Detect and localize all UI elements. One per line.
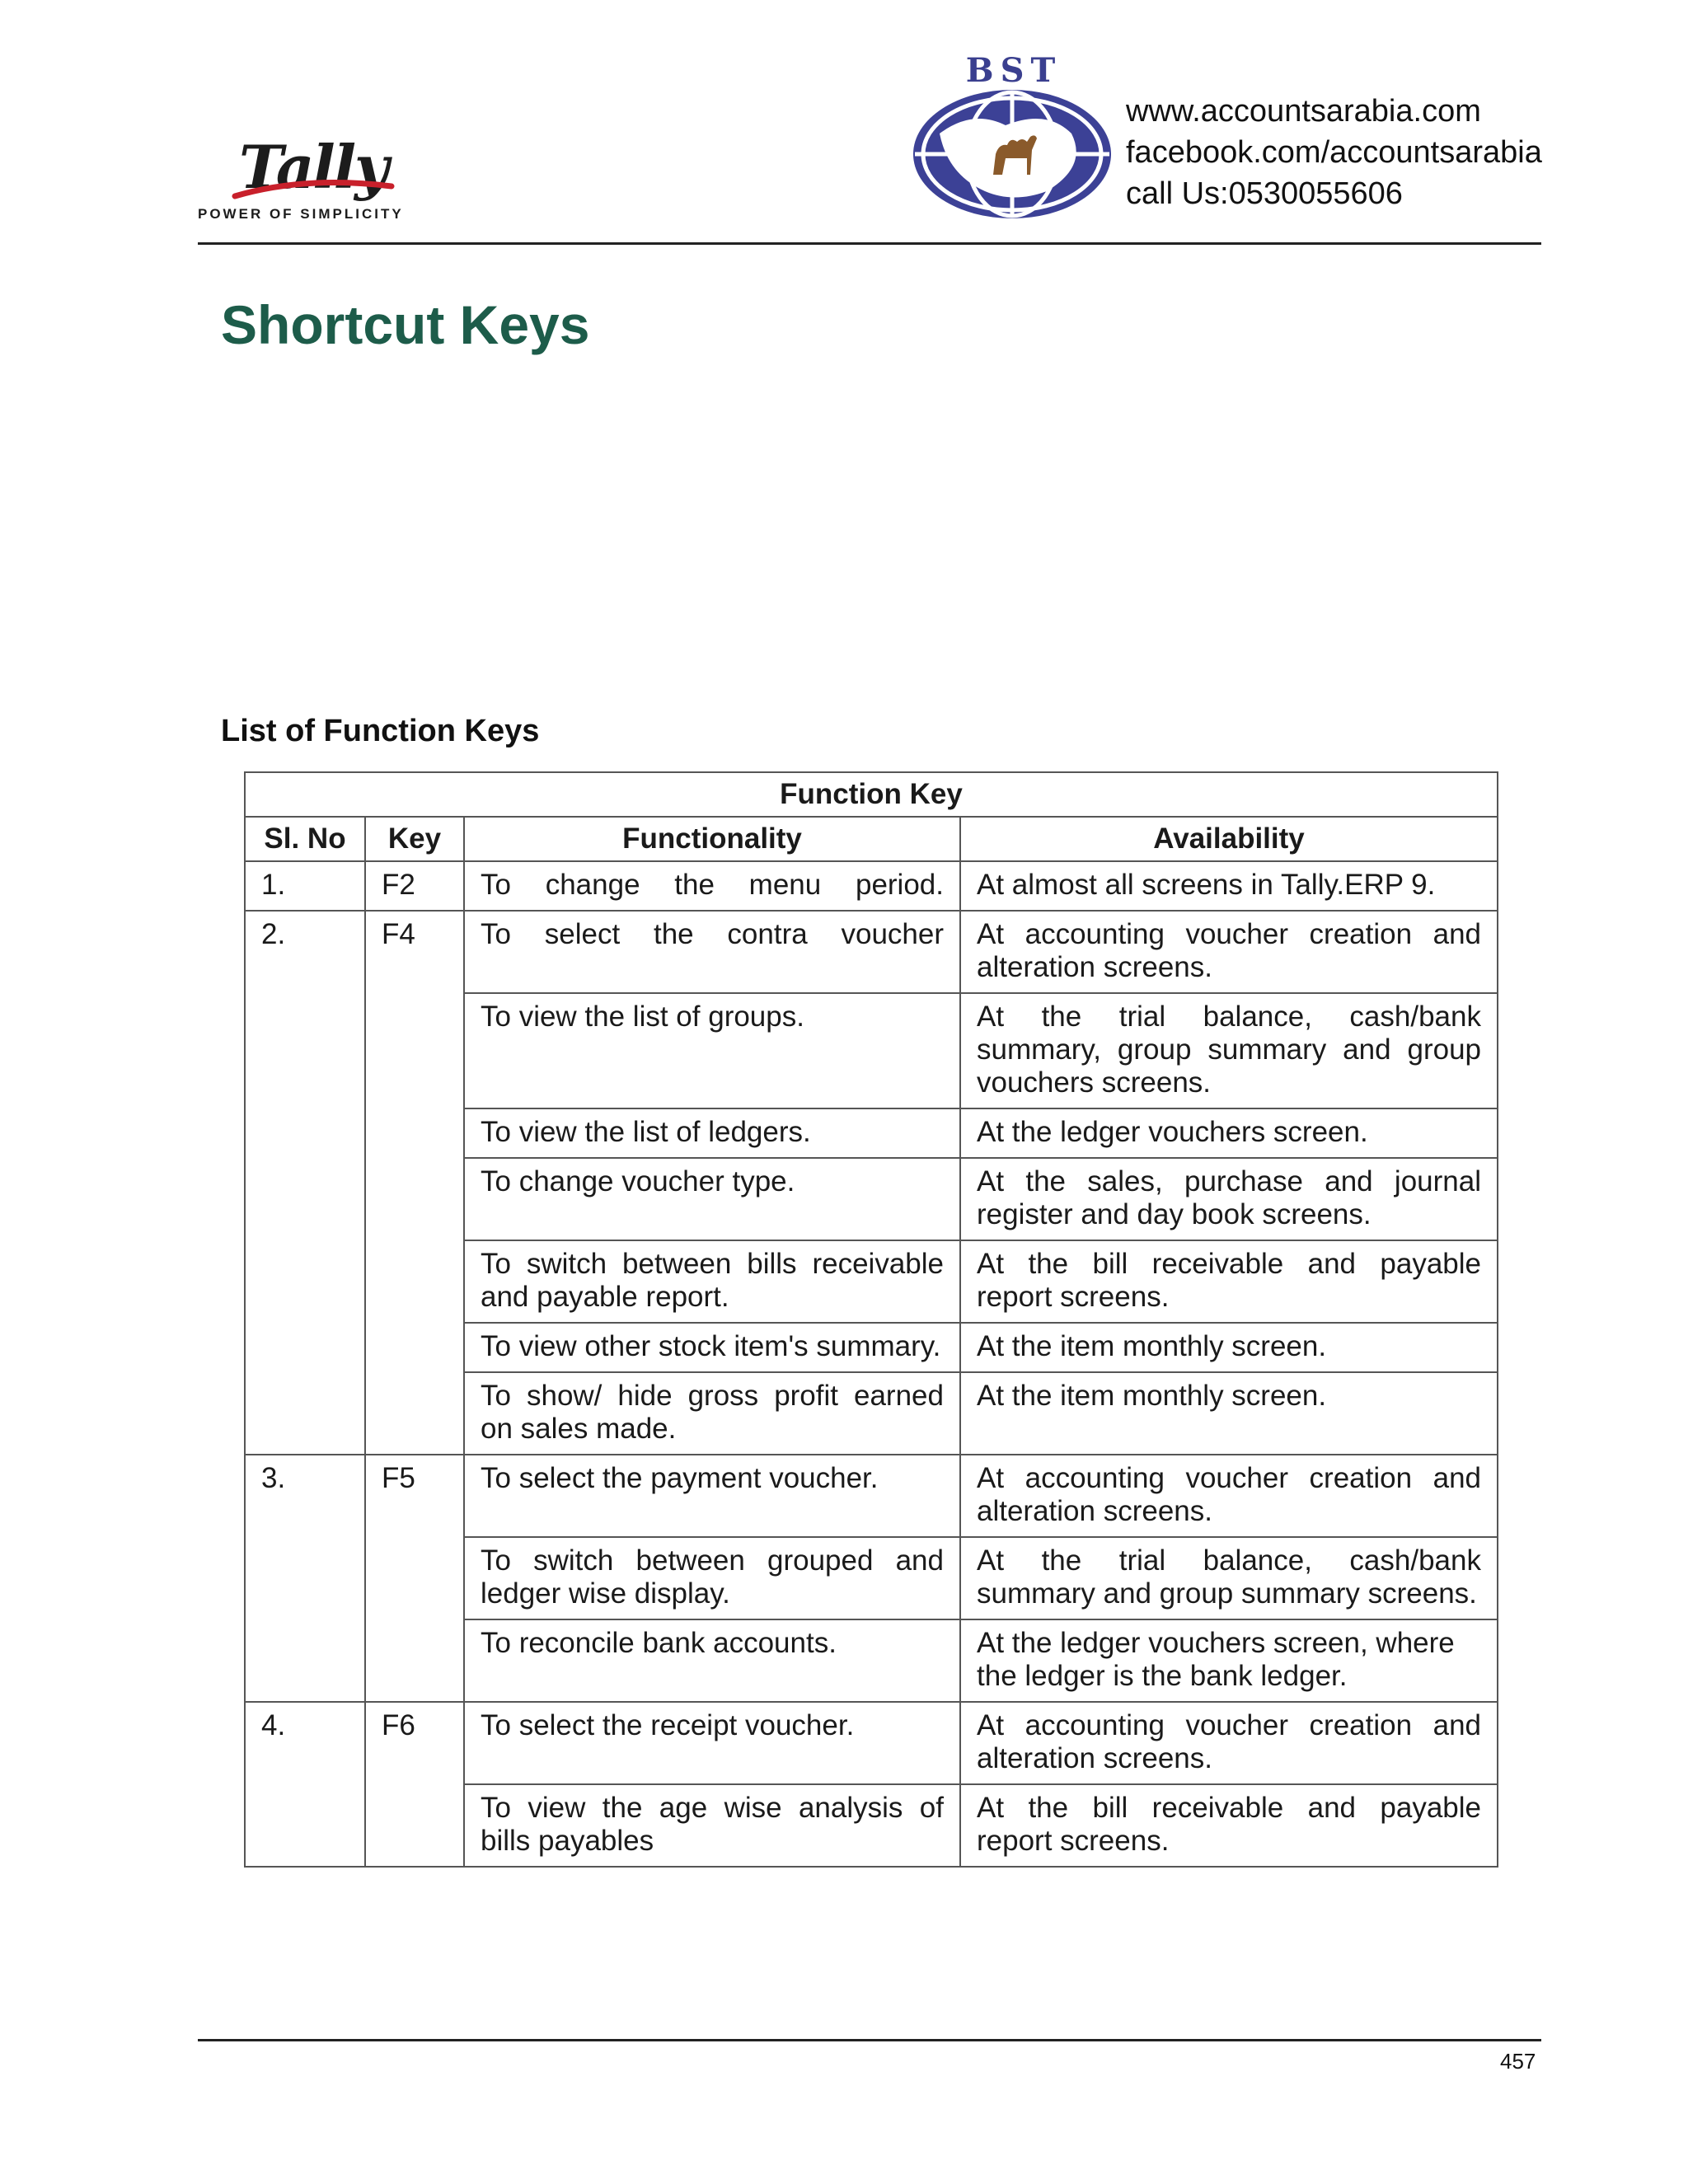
- functionality-cell: To view the list of ledgers.: [464, 1108, 960, 1158]
- functionality-cell: To reconcile bank accounts.: [464, 1619, 960, 1702]
- page-title: Shortcut Keys: [221, 294, 590, 355]
- tally-logo-text: Tally: [239, 132, 387, 202]
- functionality-cell: To view the list of groups.: [464, 993, 960, 1108]
- key-cell: F4: [365, 911, 464, 1455]
- availability-cell: At accounting voucher creation and alteration screens.: [960, 1702, 1498, 1784]
- tally-swoosh-icon: [231, 171, 396, 204]
- availability-cell: At the ledger vouchers screen, where the ledger is the bank ledger.: [960, 1619, 1498, 1702]
- table-row: [245, 1702, 1498, 1784]
- table-caption: Function Key: [245, 772, 1498, 817]
- table-row: [245, 1455, 1498, 1537]
- availability-cell: At accounting voucher creation and alteration screens.: [960, 911, 1498, 993]
- availability-cell: At the bill receivable and payable report screens.: [960, 1784, 1498, 1867]
- bst-logo: [907, 51, 1121, 224]
- column-header-key: Key: [365, 817, 464, 861]
- table-row: [245, 911, 1498, 993]
- availability-cell: At the trial balance, cash/bank summary, group summary and group vouchers screens.: [960, 993, 1498, 1108]
- column-header-availability: Availability: [960, 817, 1498, 861]
- section-title: List of Function Keys: [221, 714, 540, 748]
- sl-no-cell: 1.: [245, 861, 365, 911]
- functionality-cell: To select the receipt voucher.: [464, 1702, 960, 1784]
- key-cell: F6: [365, 1702, 464, 1867]
- key-cell: F2: [365, 861, 464, 911]
- footer-divider: [198, 2039, 1541, 2041]
- table-row: [245, 861, 1498, 911]
- functionality-cell: To switch between grouped and ledger wise display.: [464, 1537, 960, 1619]
- facebook-link[interactable]: facebook.com/accountsarabia: [1126, 135, 1542, 170]
- sl-no-cell: 2.: [245, 911, 365, 1455]
- contact-info: [1126, 91, 1542, 214]
- functionality-cell: To view the age wise analysis of bills payables: [464, 1784, 960, 1867]
- column-header-functionality: Functionality: [464, 817, 960, 861]
- sl-no-cell: 4.: [245, 1702, 365, 1867]
- key-cell: F5: [365, 1455, 464, 1702]
- column-header-sl-no: Sl. No: [245, 817, 365, 861]
- availability-cell: At the ledger vouchers screen.: [960, 1108, 1498, 1158]
- table-header-row: [245, 817, 1498, 861]
- availability-cell: At the sales, purchase and journal register and day book screens.: [960, 1158, 1498, 1240]
- availability-cell: At almost all screens in Tally.ERP 9.: [960, 861, 1498, 911]
- availability-cell: At the trial balance, cash/bank summary and group summary screens.: [960, 1537, 1498, 1619]
- globe-camel-icon: [907, 51, 1121, 224]
- functionality-cell: To change voucher type.: [464, 1158, 960, 1240]
- website-link[interactable]: www.accountsarabia.com: [1126, 94, 1481, 129]
- availability-cell: At the bill receivable and payable report screens.: [960, 1240, 1498, 1323]
- header-divider: [198, 242, 1541, 245]
- functionality-cell: To select the payment voucher.: [464, 1455, 960, 1537]
- bst-logo-text: BST: [965, 51, 1062, 90]
- sl-no-cell: 3.: [245, 1455, 365, 1702]
- functionality-cell: To view other stock item's summary.: [464, 1323, 960, 1372]
- availability-cell: At the item monthly screen.: [960, 1323, 1498, 1372]
- functionality-cell: To select the contra voucher: [464, 911, 960, 993]
- availability-cell: At the item monthly screen.: [960, 1372, 1498, 1455]
- functionality-cell: To switch between bills receivable and payable report.: [464, 1240, 960, 1323]
- functionality-cell: To show/ hide gross profit earned on sales made.: [464, 1372, 960, 1455]
- function-keys-table: [244, 771, 1498, 1868]
- phone-number: call Us:0530055606: [1126, 176, 1403, 211]
- page-number: 457: [1500, 2049, 1536, 2074]
- table-caption-row: [245, 772, 1498, 817]
- availability-cell: At accounting voucher creation and alteration screens.: [960, 1455, 1498, 1537]
- functionality-cell: To change the menu period.: [464, 861, 960, 911]
- tally-logo: [198, 132, 404, 223]
- tally-tagline: POWER OF SIMPLICITY: [198, 206, 404, 222]
